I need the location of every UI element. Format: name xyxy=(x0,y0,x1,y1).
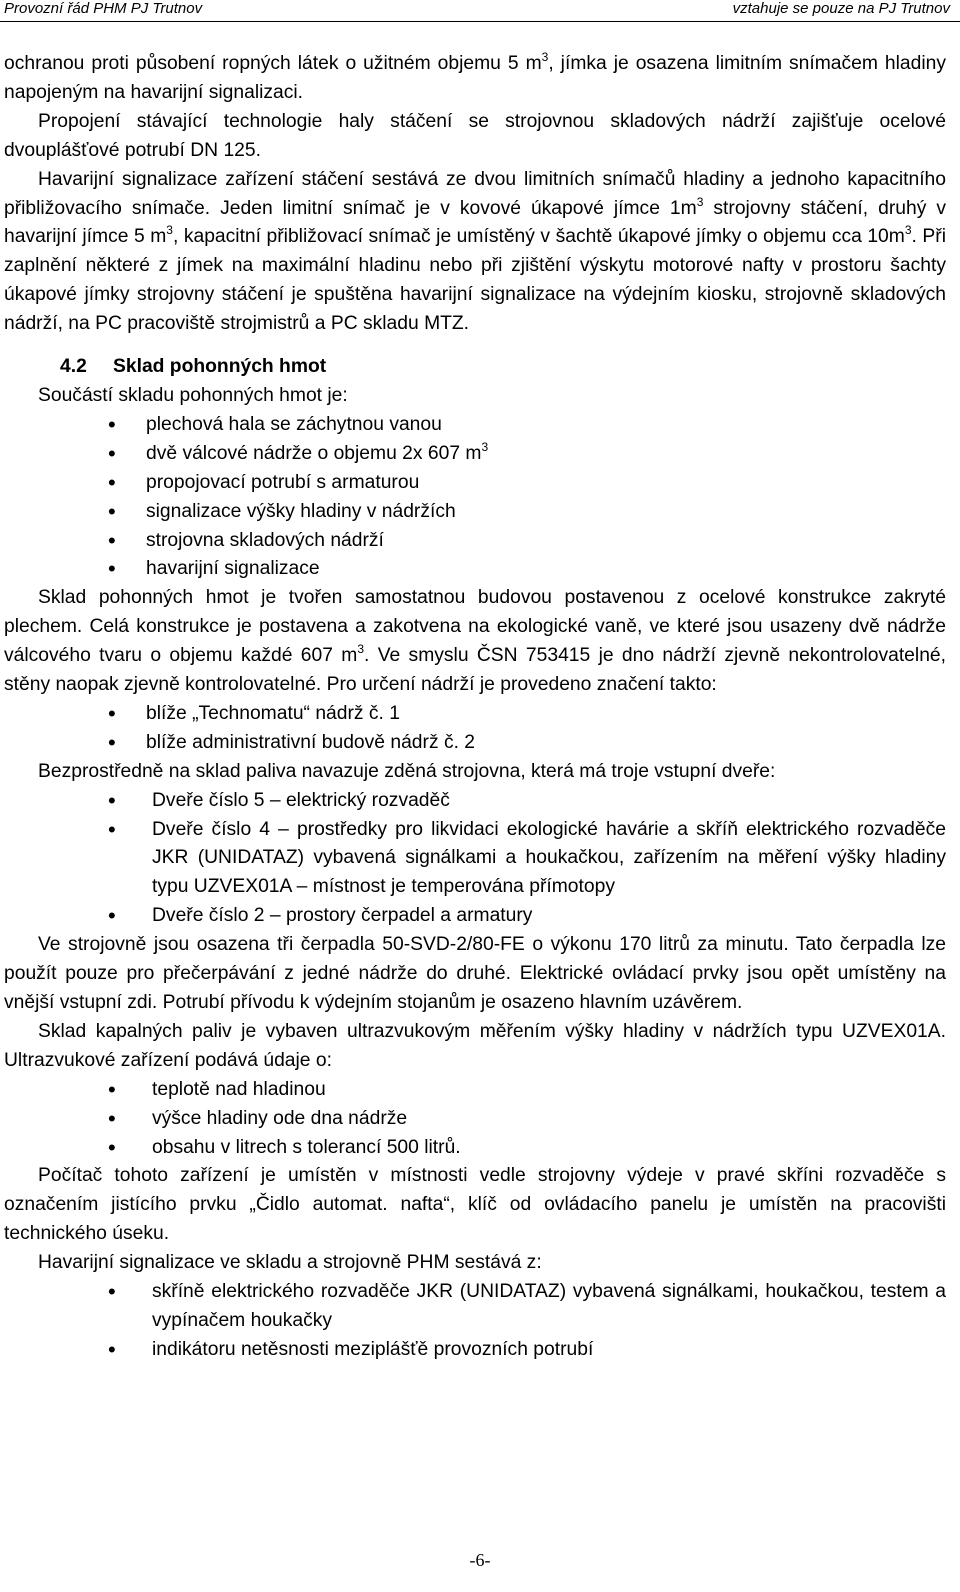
header-right: vztahuje se pouze na PJ Trutnov xyxy=(732,0,950,17)
p1-text-b: , jímka je osazena limitním snímačem hladiny napojeným na havarijní signalizaci. xyxy=(4,53,946,103)
paragraph-9: Havarijní signalizace ve skladu a strojovně PHM sestává z: xyxy=(38,1252,542,1274)
section-intro: Součástí skladu pohonných hmot je: xyxy=(38,384,348,406)
list-item xyxy=(4,440,946,469)
paragraph-7: Sklad kapalných paliv je vybaven ultrazvukovým měřením výšky hladiny v nádržích typu UZVEX01A. Ultrazvukové zařízení podává údaje o: xyxy=(4,1020,946,1071)
paragraph-8: Počítač tohoto zařízení je umístěn v místnosti vedle strojovny výdeje v pravé skříni rozvaděče s označením jistícího prvku „Čidlo automat. nafta“, klíč od ovládacího panelu je umístěn na pracovišti technického úseku. xyxy=(4,1165,946,1245)
list-item: • blíže administrativní budově nádrž č. 2 xyxy=(4,729,946,758)
p3-text-d: . Při zaplnění některé z jímek na maximální hladinu nebo při zjištění výskytu motorové nafty v prostoru šachty úkapové jímky strojovny stáčení je spuštěna havarijní signalizace na výdejním kiosku, strojovně skladových nádrží, na PC pracoviště strojmistrů a PC skladu MTZ. xyxy=(4,226,946,335)
paragraph-4 xyxy=(4,584,946,700)
list-item: • Dveře číslo 4 – prostředky pro likvidaci ekologické havárie a skříň elektrického rozvaděče JKR (UNIDATAZ) vybavená signálkami a houkačkou, zařízením na měření výšky hladiny typu UZVEX01A – místnost je temperována přímotopy xyxy=(4,816,946,903)
tank-marking-list xyxy=(4,700,946,758)
p3-text-a: Havarijní signalizace zařízení stáčení sestává ze dvou limitních snímačů hladiny a jednoho kapacitního přibližovacího snímače. Jeden limitní snímač je v kovové úkapové jímce 1m xyxy=(4,168,946,219)
p4-text-a: Sklad pohonných hmot je tvořen samostatnou budovou postavenou z ocelové konstrukce zakryté plechem. Celá konstrukce je postavena a zakotvena na ekologické vaně, ve které jsou usazeny dvě nádrže válcového tvaru o objemu každé 607 m xyxy=(4,587,946,667)
paragraph-2: Propojení stávající technologie haly stáčení se strojovnou skladových nádrží zajišťuje ocelové dvouplášťové potrubí DN 125. xyxy=(4,110,946,161)
list-item: • výšce hladiny ode dna nádrže xyxy=(4,1105,946,1134)
tanks-text: dvě válcové nádrže o objemu 2x 607 m xyxy=(146,442,482,464)
p1-sup: 3 xyxy=(541,50,549,64)
list-item: • indikátoru netěsnosti meziplášťě provozních potrubí xyxy=(4,1336,946,1365)
header-left: Provozní řád PHM PJ Trutnov xyxy=(4,0,203,17)
list-item: • signalizace výšky hladiny v nádržích xyxy=(4,498,946,527)
p3-text-b: strojovny stáčení, druhý v havarijní jímce 5 m xyxy=(4,197,946,248)
p3-text-c: , kapacitní přibližovací snímač je umístěný v šachtě úkapové jímky o objemu cca 10m xyxy=(172,226,905,248)
list-item: • Dveře číslo 5 – elektrický rozvaděč xyxy=(4,787,946,816)
list-item: • plechová hala se záchytnou vanou xyxy=(4,411,946,440)
paragraph-5: Bezprostředně na sklad paliva navazuje zděná strojovna, která má troje vstupní dveře: xyxy=(38,760,776,782)
list-item: • obsahu v litrech s tolerancí 500 litrů. xyxy=(4,1134,946,1163)
list-item: • blíže „Technomatu“ nádrž č. 1 xyxy=(4,700,946,729)
list-item: • teplotě nad hladinou xyxy=(4,1076,946,1105)
paragraph-6: Ve strojovně jsou osazena tři čerpadla 50-SVD-2/80-FE o výkonu 170 litrů za minutu. Tato čerpadla lze použít pouze pro přečerpávání z jedné nádrže do druhé. Elektrické ovládací prvky jsou opět umístěny na vnější vstupní zdi. Potrubí přívodu k výdejním stojanům je osazeno hlavním uzávěrem. xyxy=(4,934,946,1013)
measurement-list xyxy=(4,1076,946,1163)
list-item: • Dveře číslo 2 – prostory čerpadel a armatury xyxy=(4,902,946,931)
page-header xyxy=(0,0,960,22)
section-heading xyxy=(60,353,946,382)
p3-sup3: 3 xyxy=(904,223,912,238)
p3-sup1: 3 xyxy=(696,194,704,209)
page-number: -6- xyxy=(469,1550,491,1570)
list-item: • propojovací potrubí s armaturou xyxy=(4,469,946,498)
p1-text-a: ochranou proti působení ropných látek o užitném objemu 5 m xyxy=(4,53,542,74)
alarm-list xyxy=(4,1278,946,1365)
door-list xyxy=(4,787,946,932)
p4-sup: 3 xyxy=(357,642,365,657)
component-list xyxy=(4,411,946,584)
section-number: 4.2 xyxy=(60,356,87,378)
p3-sup2: 3 xyxy=(166,223,173,238)
p4-text-b: . Ve smyslu ČSN 753415 je dno nádrží zjevně nekontrolovatelné, stěny naopak zjevně kontrolovatelné. Pro určení nádrží je provedeno značení takto: xyxy=(4,645,946,696)
paragraph-1 xyxy=(4,50,946,108)
list-item: • strojovna skladových nádrží xyxy=(4,527,946,556)
tanks-sup: 3 xyxy=(481,439,489,454)
section-title: Sklad pohonných hmot xyxy=(113,356,327,378)
document-body xyxy=(4,50,946,1365)
list-item: • havarijní signalizace xyxy=(4,555,946,584)
list-item: • skříně elektrického rozvaděče JKR (UNIDATAZ) vybavená signálkami, houkačkou, testem a vypínačem houkačky xyxy=(4,1278,946,1336)
paragraph-3 xyxy=(4,166,946,339)
